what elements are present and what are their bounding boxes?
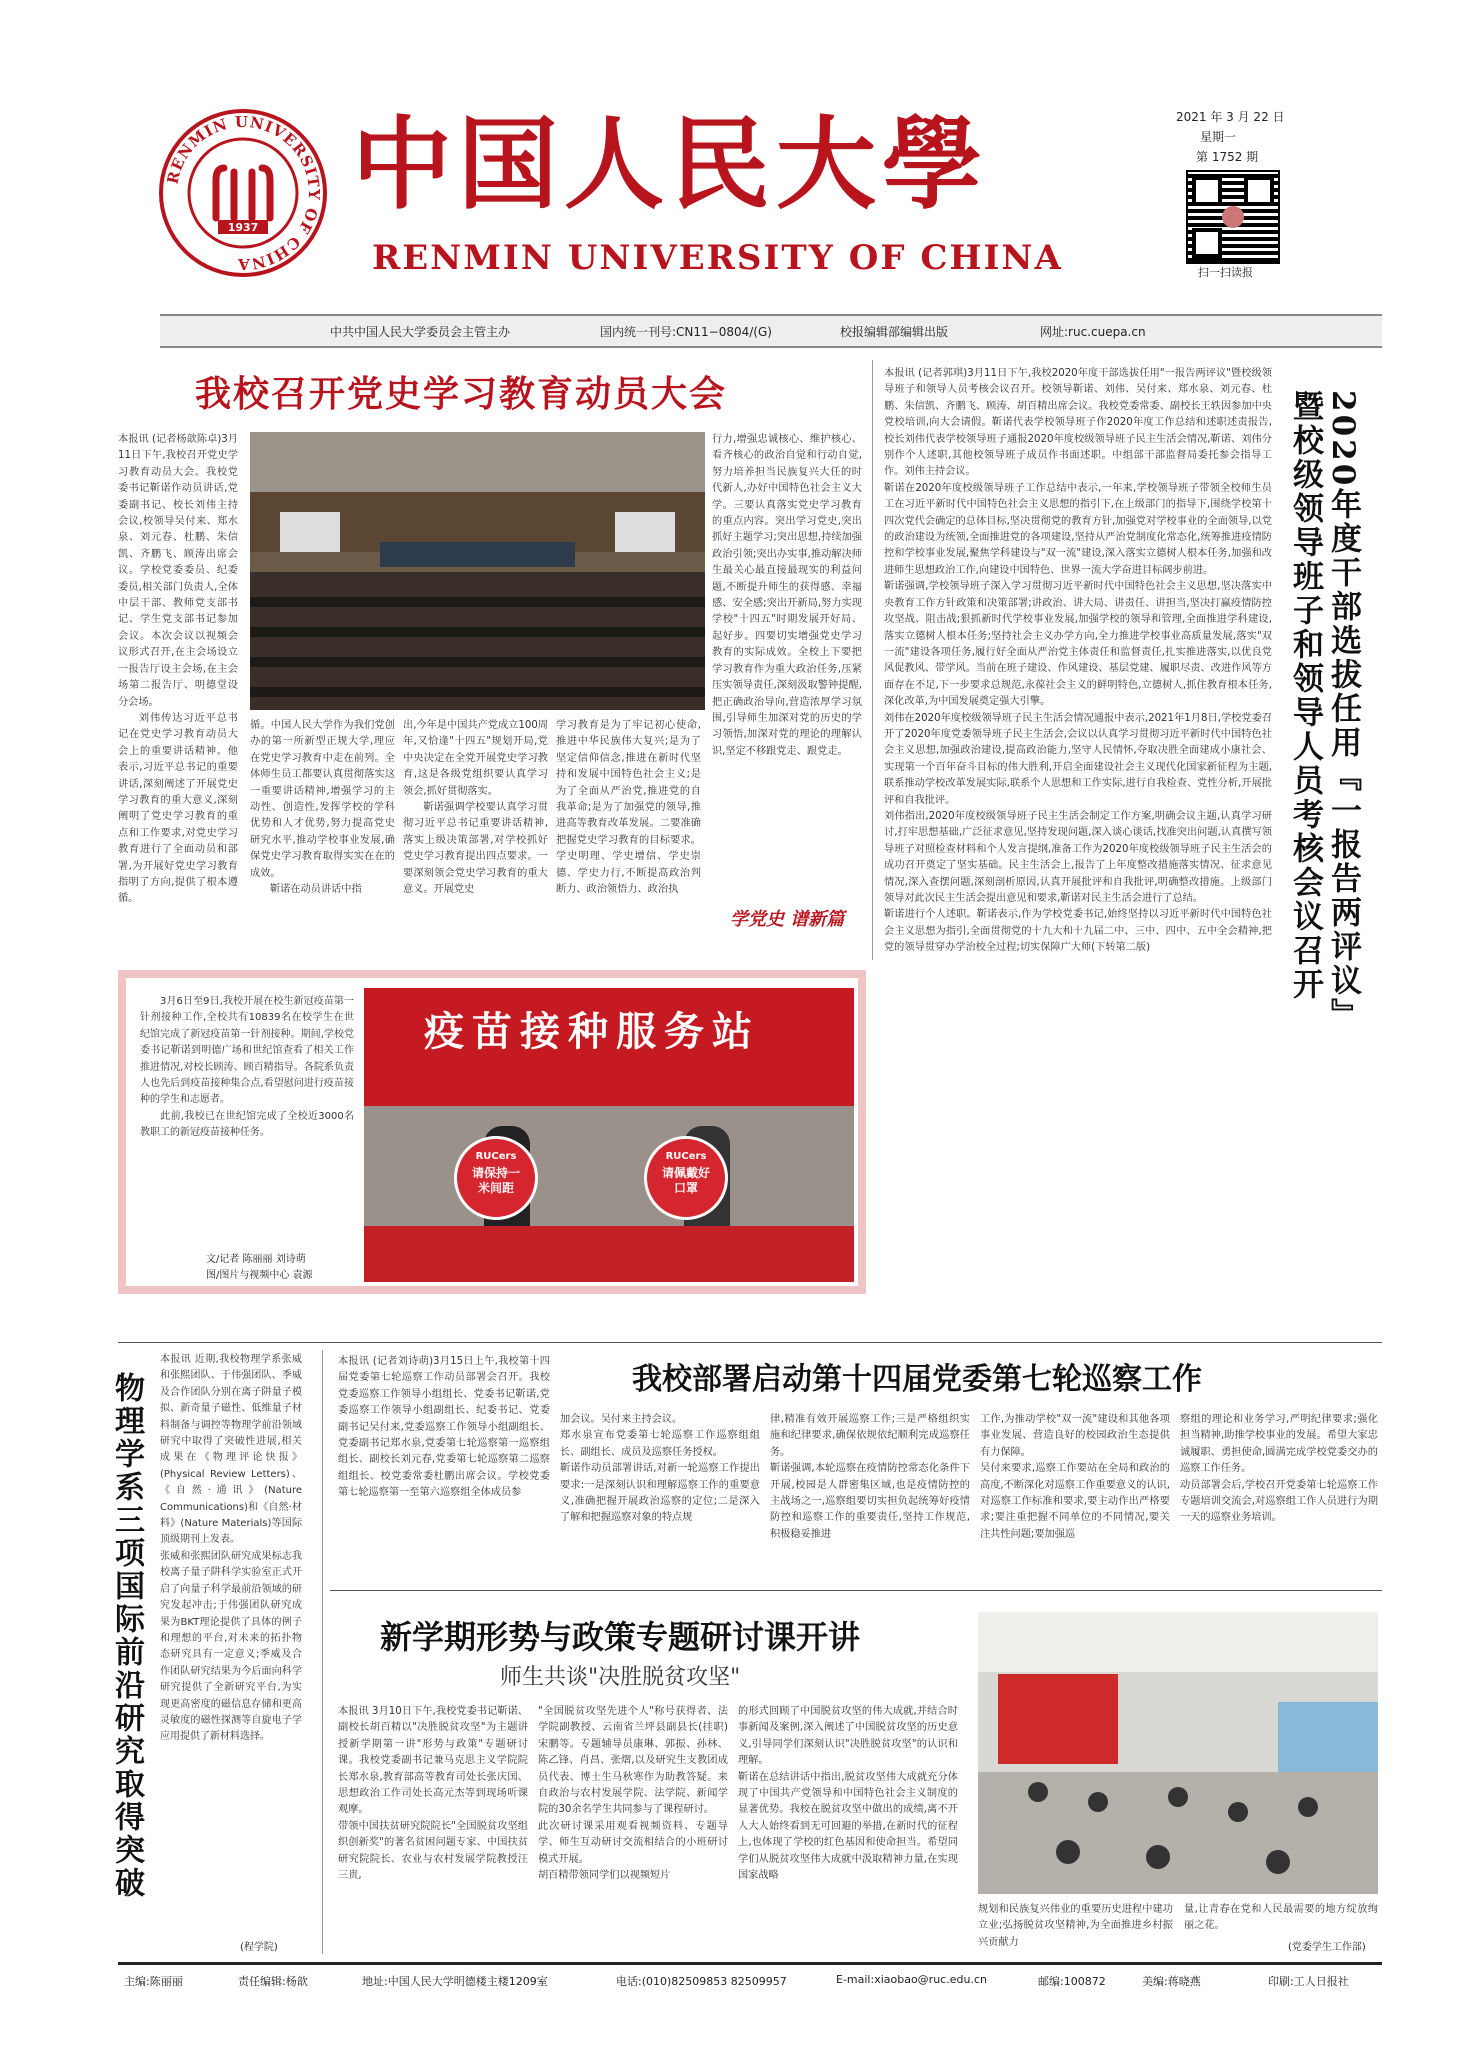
patrol-col3: 律,精准有效开展巡察工作;三是严格组织实施和纪律要求,确保依规依纪顺利完成巡察任务。 靳诺强调,本轮巡察在疫情防控常态化条件下开展,校园是人群密集区域,也是疫情防控的主战场之一,巡察组要切实担负起统筹好疫情防控和巡察工作的重要责任,坚持工作规范,积极稳妥推进 — [770, 1414, 970, 1540]
sign-keep-distance: RUCers 请保持一米间距 — [454, 1136, 538, 1220]
masthead-title-cn: 中国人民大學 — [352, 105, 988, 223]
issue-date: 2021 年 3 月 22 日 — [1176, 110, 1285, 124]
info-website[interactable]: 网址:ruc.cuepa.cn — [1040, 325, 1146, 339]
sign-wear-mask: RUCers 请佩戴好口罩 — [644, 1136, 728, 1220]
physics-title: 物理学系三项国际前沿研究取得突破 — [109, 1372, 144, 1900]
seminar-col1: 本报讯 3月10日下午,我校党委书记靳诺、副校长胡百精以"决胜脱贫攻坚"为主题讲授新学期第一讲"形势与政策"专题研讨课。我校党委副书记兼马克思主义学院院长郑水泉,教育部高等教育司处长张庆国、思想政治工作司处长高元杰等到现场听课观摩。 带领中国扶贫研究院院长"全国脱贫攻坚组织创新奖"的著名贫困问题专家、中国扶贫研究院院长、农业与农村发展学院教授汪三贵, — [338, 1706, 528, 1882]
meeting-photo — [250, 432, 705, 710]
vaccine-banner-text: 疫苗接种服务站 — [424, 1008, 760, 1055]
footer-art-editor: 美编:蒋晓燕 — [1142, 1975, 1201, 1988]
info-sponsor: 中共中国人民大学委员会主管主办 — [330, 325, 511, 339]
footer — [118, 1962, 1382, 1995]
article1-col1: 本报讯 (记者杨歆陈卓)3月11日下午,我校召开党史学习教育动员大会。我校党委书记靳诺作动员讲话,党委副书记、校长刘伟主持会议,校领导吴付来、郑水泉、刘元春、杜鹏、朱信凯、齐鹏飞、顾涛出席会议。学校党委委员、纪委委员,相关部门负责人,全体中层干部、教师党支部书记、学生党支部书记参加会议。本次会议以视频会议形式召开,在主会场设立一报告厅设主会场,在主会场第二报告厅、明德堂设分会场。 刘伟传达习近平总书记在党史学习教育动员大会上的重要讲话精神。他表示,习近平总书记的重要讲话,深刻阐述了开展党史学习教育的重大意义,深刻阐明了党史学习教育的重点和工作要求,对党史学习教育进行了全面动员和部署,为开展好党史学习教育指明了方向,提供了根本遵循。 — [118, 434, 238, 905]
seal-ring-text: RENMIN UNIVERSITY OF CHINA — [163, 112, 324, 274]
qr-code[interactable] — [1186, 170, 1280, 264]
party-history-logo: 学党史 谱新篇 — [730, 909, 845, 930]
seminar-credit: (党委学生工作部) — [1288, 1942, 1366, 1953]
article1-col3: 出,今年是中国共产党成立100周年,又恰逢"十四五"规划开局,党中央决定在全党开展党史学习教育,这是各级党组织要认真学习领会,抓好贯彻落实。 靳诺强调学校要认真学习贯彻习近平总书记重要讲话精神,落实上级决策部署,对学校抓好党史学习教育提出四点要求。一要深刻领会党史学习教育的重大意义。开展党史 — [403, 720, 548, 896]
article1-col4b: 行力,增强忠诚核心、维护核心、看齐核心的政治自觉和行动自觉,努力培养担当民族复兴大任的时代新人,办好中国特色社会主义大学。三要认真落实党史学习教育的重点内容。突出学习党史,突出抓好主题学习;突出思想,持续加强政治引领;突出办实事,推动解决师生最关心最直接最现实的利益问题,不断提升师生的获得感、幸福感、安全感;突出开新局,努力实现学校"十四五"时期发展开好局、起好步。四要切实增强党史学习教育的实际成效。全校上下要把学习教育作为重大政治任务,压紧压实领导责任,深刻汲取警钟提醒,把正确政治导向,营造浓厚学习氛围,引导师生加深对党的历史的学习领悟,加深对党的理论的理解认识,坚定不移跟党走、跟党走。 — [712, 434, 862, 757]
column-divider — [322, 1350, 323, 1954]
vaccine-credit-writer: 文/记者 陈丽丽 刘诗萌 — [206, 1254, 306, 1265]
seminar-col5: 量,让青春在党和人民最需要的地方绽放绚丽之花。 — [1184, 1904, 1378, 1932]
seal-year: 1937 — [227, 221, 259, 234]
footer-chief-editor: 主编:陈丽丽 — [124, 1975, 183, 1988]
masthead — [0, 0, 1475, 310]
section-rule — [330, 1590, 1382, 1591]
column-divider — [872, 360, 873, 960]
footer-address: 地址:中国人民大学明德楼主楼1209室 — [362, 1975, 548, 1988]
article1-col4a: 学习教育是为了牢记初心使命,推进中华民族伟大复兴;是为了坚定信仰信念,推进在新时代坚持和发展中国特色社会主义;是为了全面从严治党,推进党的自我革命;是为了加强党的领导,推进高等教育改革发展。二要准确把握党史学习教育的目标要求。学史明理、学史增信、学史崇德、学史力行,不断提高政治判断力、政治领悟力、政治执 — [556, 720, 701, 896]
article2-title: 2020年度干部选拔任用『一报告两评议』暨校级领导班子和领导人员考核会议召开 — [1287, 390, 1361, 1017]
article2-body: 本报讯 (记者郭琪)3月11日下午,我校2020年度干部选拔任用"一报告两评议"暨校级领导班子和领导人员考核会议召开。校领导靳诺、刘伟、吴付来、郑水泉、刘元春、杜鹏、朱信凯、齐鹏飞、顾涛、胡百精出席会议。我校党委常委、副校长王轶因参加中央党校培训,向大会请假。靳诺代表学校领导班子作2020年度工作总结和述职述责报告,校长刘伟代表学校领导班子通报2020年度校级领导班子民主生活会情况,靳诺、刘伟分别作个人述职,其他校领导班子成员作书面述职。中组部干部监督局委托参会指导工作。刘伟主持会议。 靳诺在2020年度校级领导班子工作总结中表示,一年来,学校领导班子带领全校师生员工在习近平新时代中国特色社会主义思想的指引下,在上级部门的指导下,围绕学校第十四次党代会确定的总体目标,坚决贯彻党的教育方针,加强党对学校事业的全面领导,以党的政治建设为统领,全面推进党的各项建设,坚持从严治党制度化常态化,统筹推进疫情防控和学校事业发展,聚焦学科建设与"双一流"建设,深入落实立德树人根本任务,加强和改进师生思想政治工作,向建设中国特色、世界一流大学奋进目标阔步前进。 靳诺强调,学校领导班子深入学习贯彻习近平新时代中国特色社会主义思想,坚决落实中央教育工作方针政策和决策部署;讲政治、讲大局、讲责任、讲担当,坚决打赢疫情防控攻坚战、阻击战;狠抓新时代学校事业发展,加强学校的领导和管理,全面推进学科建设,落实立德树人根本任务;坚持社会主义办学方向,全力推进学校事业高质量发展,落实"双一流"建设各项任务,履行好全面从严治党主体责任和监督责任,扎实推进落实,以优良党风促教风、带学风。当前在班子建设、作风建设、基层党建、履职尽责、改进作风等方面存在不足,下一步要求总规范,永葆社会主义的鲜明特色,立德树人,抓住教育根本任务,深化改革,为中国发展奠定强大引擎。 刘伟在2020年度校级领导班子民主生活会情况通报中表示,2021年1月8日,学校党委召开了2020年度党委领导班子民主生活会,会议以认真学习贯彻习近平新时代中国特色社会主义思想,加强政治建设,提高政治能力,坚守人民情怀,夺取决胜全面建成小康社会、实现第一个百年奋斗目标的伟大胜利,开启全面建设社会主义现代化国家新征程为主题,联系推动学校改革发展实际,联系个人思想和工作实际,进行自我检查、党性分析,开展批评和自我批评。 刘伟指出,2020年度校级领导班子民主生活会制定工作方案,明确会议主题,认真学习研讨,打牢思想基础,广泛征求意见,坚持发现问题,深入谈心谈话,找准突出问题,认真撰写领导班子对照检查材料和个人发言提纲,准备工作为2020年度校级领导班子民主生活会的成功召开奠定了坚实基础。民主生活会上,报告了上年度整改措施落实情况、征求意见情况,深入查摆问题,深刻剖析原因,认真开展批评和自我批评,明确整改措施。上级部门领导对此次民主生活会提出意见和要求,靳诺对民主生活会进行了总结。 靳诺进行个人述职。靳诺表示,作为学校党委书记,始终坚持以习近平新时代中国特色社会主义思想为指引,全面贯彻党的十九大和十九届二中、三中、四中、五中全会精神,把党的领导贯穿办学治校全过程;切实保障广大师(下转第二版) — [884, 368, 1272, 954]
seminar-col2: "全国脱贫攻坚先进个人"称号获得者、法学院副教授、云南省兰坪县副县长(挂职)宋鹏等。专题辅导员康琳、郭振、孙林、陈乙锋、肖昌、张熠,以及研究生支教团成员代表、博士生马秋寒作为助教答疑。来自政治与农村发展学院、法学院、新闻学院的30余名学生共同参与了课程研讨。 此次研讨课采用观看视频资料、专题导学、师生互动研讨交流相结合的小班研讨模式开展。 胡百精带领同学们以视频短片 — [538, 1706, 728, 1882]
seminar-subtitle: 师生共谈"决胜脱贫攻坚" — [500, 1665, 741, 1690]
patrol-col4: 工作,为推动学校"双一流"建设和其他各项事业发展、营造良好的校园政治生态提供有力保障。 吴付来要求,巡察工作要站在全局和政治的高度,不断深化对巡察工作重要意义的认识,对巡察工作标准和要求,要主动作出严格要求;要注重把握不同单位的不同情况,要关注共性问题;要加强巡 — [980, 1414, 1170, 1540]
patrol-title: 我校部署启动第十四届党委第七轮巡察工作 — [632, 1362, 1202, 1397]
footer-postcode: 邮编:100872 — [1038, 1975, 1106, 1988]
footer-phone: 电话:(010)82509853 82509957 — [616, 1975, 787, 1988]
issue-weekday: 星期一 — [1200, 130, 1237, 144]
svg-text:RENMIN UNIVERSITY OF CHINA — [164, 113, 324, 273]
patrol-col1: 本报讯 (记者刘诗萌)3月15日上午,我校第十四届党委第七轮巡察工作动员部署会召开。我校党委巡察工作领导小组组长、党委书记靳诺,党委巡察工作领导小组副组长、纪委书记、党委副书记吴付来,党委巡察工作领导小组副组长、党委副书记郑水泉,党委第七轮巡察第一巡察组组长、副校长刘元春,党委第七轮巡察第二巡察组组长、校党委常委杜鹏出席会议。学校党委第七轮巡察第一至第六巡察组全体成员参 — [338, 1356, 550, 1499]
article1-col2: 循。中国人民大学作为我们党创办的第一所新型正规大学,理应在党史学习教育中走在前列。全体师生员工都要认真贯彻落实这一重要讲话精神,增强学习的主动性、创造性,发挥学校的学科优势和人才优势,努力提高党史研究水平,推动学校事业发展,确保党史学习教育取得实实在在的成效。 靳诺在动员讲话中指 — [250, 720, 395, 896]
footer-email[interactable]: E-mail:xiaobao@ruc.edu.cn — [836, 1973, 987, 1986]
info-publisher: 校报编辑部编辑出版 — [840, 325, 949, 339]
seminar-photo — [978, 1612, 1378, 1894]
issue-number: 第 1752 期 — [1196, 150, 1259, 164]
article1-title: 我校召开党史学习教育动员大会 — [195, 373, 728, 415]
seminar-col3: 的形式回顾了中国脱贫攻坚的伟大成就,并结合时事新闻及案例,深入阐述了中国脱贫攻坚的历史意义,引导同学们深刻认识"决胜脱贫攻坚"的认识和理解。 靳诺在总结讲话中指出,脱贫攻坚伟大成就充分体现了中国共产党领导和中国特色社会主义制度的显著优势。我校在脱贫攻坚中做出的成绩,离不开人大人始终看到无可回避的举措,在新时代的征程上,也体现了学校的红色基因和使命担当。希望同学们从脱贫攻坚伟大成就中汲取精神力量,在实现国家战略 — [738, 1706, 958, 1882]
footer-duty-editor: 责任编辑:杨歆 — [238, 1975, 308, 1988]
physics-body: 本报讯 近期,我校物理学系张威和张熙团队、于伟强团队、季威及合作团队分别在离子阱量子模拟、新奇量子磁性、低维量子材料制备与调控等物理学前沿领域研究中取得了突破性进展,相关成果在《物理评论快报》(Physical Review Letters)、《自然·通讯》(Nature Communications)和《自然·材料》(Nature Materials)等国际顶级期刊上发表。 张威和张熙团队研究成果标志我校离子量子阱科学实验室正式开启了向量子科学最前沿领域的研究发起冲击;于伟强团队研究成果为BKT理论提供了具体的例子和理想的平台,对未来的拓扑物态研究具有一定意义;季威及合作团队研究结果为今后面向科学研究提供了全新研究平台,为实现更高密度的磁信息存储和更高灵敏度的磁性探测等自旋电子学应用提供了新材料选择。 — [160, 1354, 302, 1743]
info-bar — [160, 314, 1382, 348]
university-seal — [158, 108, 328, 278]
vaccine-body: 3月6日至9日,我校开展在校生新冠疫苗第一针剂接种工作,全校共有10839名在校学生在世纪馆完成了新冠疫苗第一针剂接种。期间,学校党委书记靳诺到明德广场和世纪馆查看了相关工作推进情况,对校长顾涛、顾百精指导。各院系负责人也先后到疫苗接种集合点,看望慰问进行疫苗接种的学生和志愿者。 此前,我校已在世纪馆完成了全校近3000名教职工的新冠疫苗接种任务。 — [140, 996, 354, 1139]
vaccine-box — [118, 970, 866, 1294]
footer-printer: 印刷:工人日报社 — [1268, 1975, 1349, 1988]
section-rule — [118, 1342, 1382, 1343]
seminar-col4: 规划和民族复兴伟业的重要历史进程中建功立业;弘扬脱贫攻坚精神,为全面推进乡村振兴贡献力 — [978, 1904, 1173, 1948]
qr-caption: 扫一扫读报 — [1198, 266, 1253, 279]
vaccine-credit-photo: 图/图片与视频中心 袁源 — [206, 1270, 313, 1281]
seminar-title: 新学期形势与政策专题研讨课开讲 — [380, 1618, 861, 1656]
info-cn-number: 国内统一刊号:CN11−0804/(G) — [600, 325, 772, 339]
patrol-col5: 察组的理论和业务学习,严明纪律要求;强化担当精神,助推学校事业的发展。希望大家忠诚履职、勇担使命,圆满完成学校党委交办的巡察工作任务。 动员部署会后,学校召开党委第七轮巡察工作专题培训交流会,对巡察组工作人员进行为期一天的巡察业务培训。 — [1180, 1414, 1378, 1524]
masthead-title-en: RENMIN UNIVERSITY OF CHINA — [372, 238, 1063, 278]
physics-credit: (程学院) — [240, 1942, 278, 1953]
patrol-col2: 加会议。吴付来主持会议。 郑水泉宣布党委第七轮巡察工作巡察组组长、副组长、成员及巡察任务授权。 靳诺作动员部署讲话,对新一轮巡察工作提出要求:一是深刻认识和理解巡察工作的重要意义,准确把握开展政治巡察的定位;二是深入了解和把握巡察对象的特点规 — [560, 1414, 760, 1524]
vaccine-photo — [364, 988, 854, 1282]
